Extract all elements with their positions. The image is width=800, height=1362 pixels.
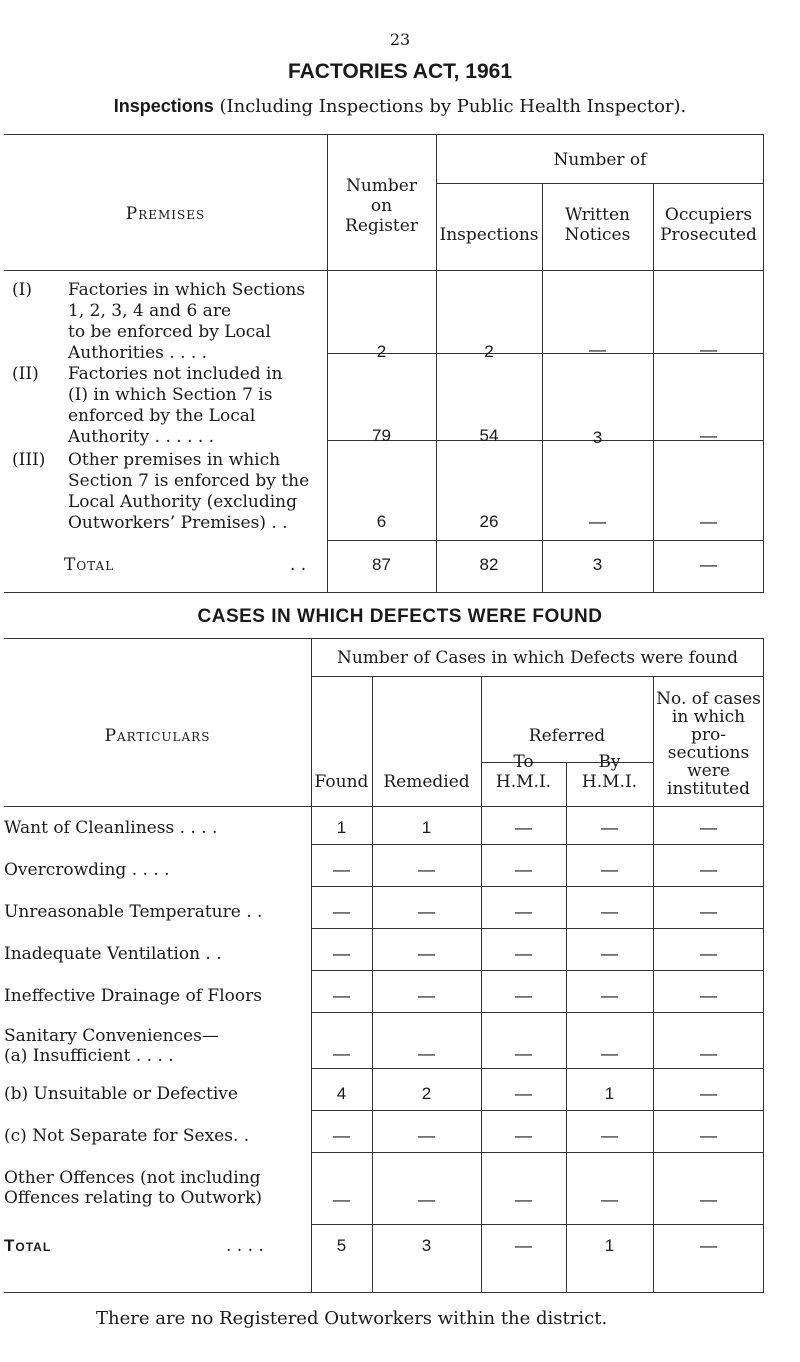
row-3-notices: — <box>589 512 606 531</box>
cell-prosecutions: — <box>700 1190 717 1209</box>
cell-prosecutions: — <box>700 902 717 921</box>
cell-remedied: — <box>418 1190 435 1209</box>
page-subtitle <box>0 96 800 117</box>
row-1-notices: — <box>589 340 606 359</box>
cell-found: — <box>333 944 350 963</box>
header-referred: Referred <box>528 726 606 746</box>
row-2-numeral: (II) <box>12 364 39 384</box>
cell-remedied: — <box>418 902 435 921</box>
cell-by-hmi: — <box>601 818 618 837</box>
row-2-inspections: 54 <box>479 426 499 445</box>
cell-prosecutions: — <box>700 818 717 837</box>
cell-remedied: — <box>418 986 435 1005</box>
header-by-hmi: By H.M.I. <box>581 752 638 792</box>
total-prosecuted: — <box>700 555 717 574</box>
row-1-numeral: (I) <box>12 280 32 300</box>
row-2-description: Factories not included in (I) in which Section 7 is enforced by the Local Authority . . . . . . <box>68 364 283 447</box>
cell-remedied: — <box>418 1126 435 1145</box>
cell-by-hmi: — <box>601 986 618 1005</box>
total-remedied: 3 <box>421 1236 432 1255</box>
cell-by-hmi: — <box>601 860 618 879</box>
page-number: 23 <box>389 30 411 49</box>
footer-note: There are no Registered Outworkers within the district. <box>96 1308 608 1329</box>
cell-by-hmi: 1 <box>604 1084 615 1103</box>
row-1-prosecuted: — <box>700 340 717 359</box>
cell-prosecutions: — <box>700 1126 717 1145</box>
header-number-of-cases: Number of Cases in which Defects were found <box>336 648 739 668</box>
cell-by-hmi: — <box>601 1190 618 1209</box>
cell-prosecutions: — <box>700 860 717 879</box>
cell-by-hmi: — <box>601 1126 618 1145</box>
defect-row-label-top: Sanitary Conveniences— <box>4 1026 219 1046</box>
defect-row-label: (a) Insufficient . . . . <box>4 1046 174 1066</box>
cell-to-hmi: — <box>515 1084 532 1103</box>
header-particulars: Particulars <box>104 726 211 746</box>
defect-row-label: Want of Cleanliness . . . . <box>4 818 218 838</box>
row-3-numeral: (III) <box>12 450 46 470</box>
cell-remedied: — <box>418 860 435 879</box>
cell-found: — <box>333 860 350 879</box>
cell-found: — <box>333 902 350 921</box>
row-2-register: 79 <box>372 426 391 445</box>
total-prosecutions: — <box>700 1236 717 1255</box>
header-occupiers-prosecuted: Occupiers Prosecuted <box>660 205 757 245</box>
cell-found: — <box>333 1190 350 1209</box>
defect-row-label: (b) Unsuitable or Defective <box>4 1084 238 1104</box>
cell-remedied: — <box>418 1044 435 1063</box>
cell-found: — <box>333 986 350 1005</box>
row-3-description: Other premises in which Section 7 is enforced by the Local Authority (excluding Outworkers’ Premises) . . <box>68 450 310 533</box>
row-3-inspections: 26 <box>479 512 499 531</box>
total-by-hmi: 1 <box>604 1236 615 1255</box>
cell-to-hmi: — <box>515 902 532 921</box>
cell-remedied: 1 <box>421 818 432 837</box>
page-title: FACTORIES ACT, 1961 <box>287 60 513 83</box>
defects-section-title: CASES IN WHICH DEFECTS WERE FOUND <box>197 606 603 627</box>
total-inspections: 82 <box>479 555 499 574</box>
row-3-prosecuted: — <box>700 512 717 531</box>
row-1-inspections: 2 <box>484 342 494 361</box>
row-1-register: 2 <box>376 342 387 361</box>
subtitle-bold: Inspections <box>113 96 214 116</box>
defect-row-label: Inadequate Ventilation . . <box>4 944 222 964</box>
header-inspections: Inspections <box>439 225 539 245</box>
row-1-description: Factories in which Sections 1, 2, 3, 4 and 6 are to be enforced by Local Authorities . . . . <box>68 280 306 363</box>
defect-row-label: Ineffective Drainage of Floors <box>4 986 262 1006</box>
defects-total-dots: . . . . <box>226 1236 264 1256</box>
cell-remedied: 2 <box>421 1084 432 1103</box>
cell-prosecutions: — <box>700 986 717 1005</box>
cell-by-hmi: — <box>601 1044 618 1063</box>
total-register: 87 <box>372 555 391 574</box>
defect-row-label: Unreasonable Temperature . . <box>4 902 263 922</box>
cell-to-hmi: — <box>515 818 532 837</box>
header-prosecutions: No. of cases in which pro- secutions were instituted <box>656 689 761 799</box>
subtitle-rest: (Including Inspections by Public Health Inspector). <box>219 96 687 117</box>
defect-row-label: (c) Not Separate for Sexes. . <box>4 1126 250 1146</box>
cell-to-hmi: — <box>515 944 532 963</box>
total-to-hmi: — <box>515 1236 532 1255</box>
header-premises: Premises <box>125 204 206 224</box>
header-number-of: Number of <box>553 150 647 170</box>
row-3-register: 6 <box>376 512 387 531</box>
header-written-notices: Written Notices <box>564 205 631 245</box>
cell-remedied: — <box>418 944 435 963</box>
header-found: Found <box>314 772 369 792</box>
defect-row-label: Overcrowding . . . . <box>4 860 170 880</box>
row-2-notices: 3 <box>592 428 603 447</box>
cell-by-hmi: — <box>601 902 618 921</box>
header-register: Number on Register <box>345 176 418 236</box>
cell-prosecutions: — <box>700 1044 717 1063</box>
row-2-prosecuted: — <box>700 426 717 445</box>
defect-row-label: Offences relating to Outwork) <box>4 1188 263 1208</box>
cell-found: 1 <box>336 818 347 837</box>
cell-found: — <box>333 1044 350 1063</box>
total-dots: . . <box>290 555 307 575</box>
total-found: 5 <box>336 1236 347 1255</box>
cell-prosecutions: — <box>700 944 717 963</box>
header-to-hmi: To H.M.I. <box>495 752 552 792</box>
cell-by-hmi: — <box>601 944 618 963</box>
header-remedied: Remedied <box>383 772 470 792</box>
cell-found: — <box>333 1126 350 1145</box>
cell-to-hmi: — <box>515 1126 532 1145</box>
defect-row-label-top: Other Offences (not including <box>4 1168 261 1188</box>
cell-to-hmi: — <box>515 1044 532 1063</box>
cell-to-hmi: — <box>515 986 532 1005</box>
total-notices: 3 <box>592 555 603 574</box>
cell-to-hmi: — <box>515 1190 532 1209</box>
total-label: Total <box>64 555 115 575</box>
cell-to-hmi: — <box>515 860 532 879</box>
defects-total-label: Total <box>4 1236 52 1255</box>
cell-found: 4 <box>336 1084 347 1103</box>
cell-prosecutions: — <box>700 1084 717 1103</box>
